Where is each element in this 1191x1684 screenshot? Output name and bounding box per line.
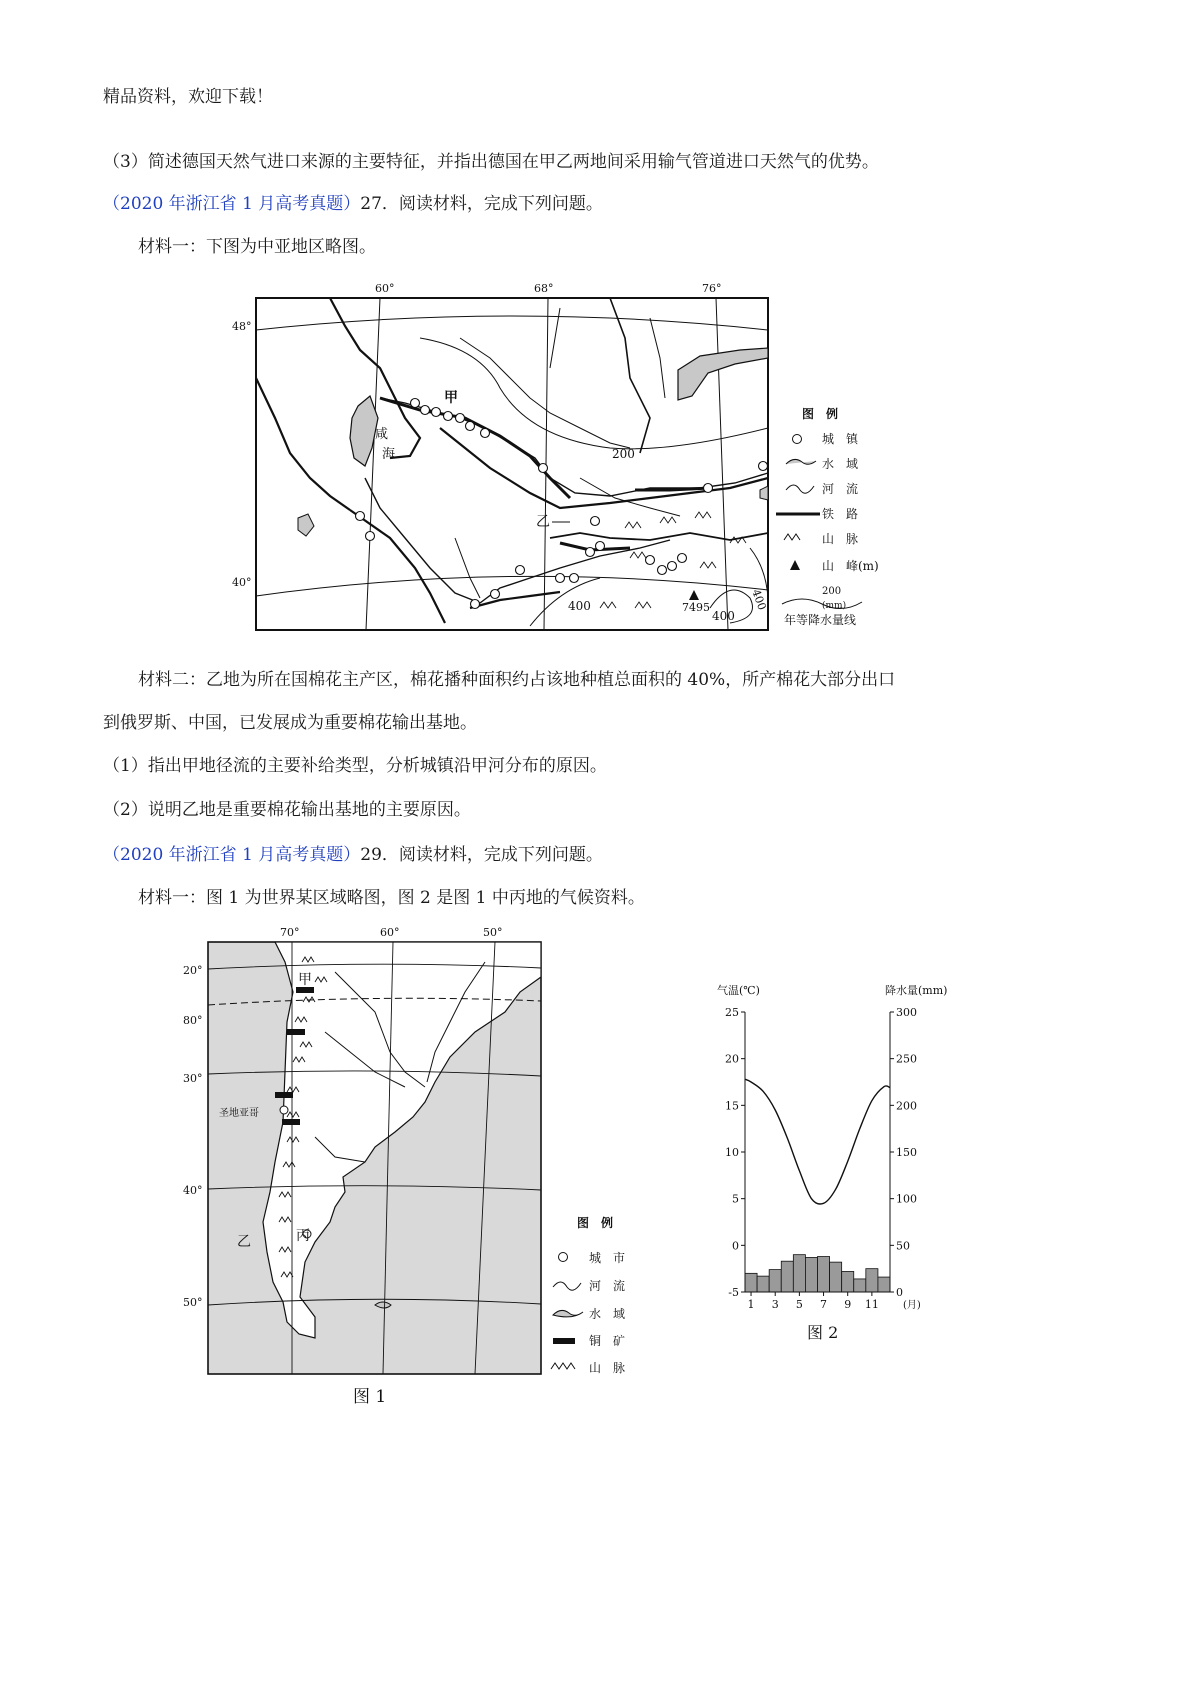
legend-mountain-icon (784, 534, 800, 540)
legend-item-town: 城 镇 (822, 432, 859, 446)
question-29-source: （2020 年浙江省 1 月高考真题） (103, 845, 361, 865)
isohyet-400-label-a: 400 (568, 599, 591, 613)
fig2-month-unit: (月) (903, 1300, 921, 1311)
fig1-lat-30: 30° (183, 1072, 203, 1085)
precip-bar (793, 1255, 805, 1292)
city-santiago-marker (280, 1106, 288, 1114)
fig1-lat-20: 20° (183, 964, 203, 977)
lat-label-40: 40° (232, 576, 252, 589)
isohyet-400-label-c: 400 (749, 587, 769, 612)
left-tick-label: 5 (732, 1192, 739, 1206)
left-tick-label: 10 (725, 1146, 739, 1159)
fig2-right-axis-title: 降水量(mm) (885, 984, 948, 997)
legend-title: 图 例 (802, 407, 839, 421)
material-2-line-1: 材料二：乙地为所在国棉花主产区，棉花播种面积约占该地种植总面积的 40%，所产棉花大部分出口 (138, 670, 896, 690)
precip-bar (866, 1269, 878, 1292)
fig1-caption: 图 1 (353, 1387, 387, 1407)
question-27-2: （2）说明乙地是重要棉花输出基地的主要原因。 (103, 800, 471, 820)
legend-river-icon (786, 485, 814, 493)
temperature-line (745, 1079, 890, 1204)
month-tick-label: 5 (795, 1298, 803, 1311)
material-1-central-asia: 材料一：下图为中亚地区略图。 (138, 237, 376, 257)
fig2-caption: 图 2 (807, 1323, 839, 1342)
month-tick-label: 3 (771, 1298, 779, 1311)
fig1-legend-mountain: 山 脉 (589, 1361, 626, 1375)
question-27-1: （1）指出甲地径流的主要补给类型，分析城镇沿甲河分布的原因。 (103, 756, 607, 776)
question-3-germany: （3）简述德国天然气进口来源的主要特征，并指出德国在甲乙两地间采用输气管道进口天然气的优势。 (103, 152, 879, 172)
fig1-place-bing: 丙 (296, 1228, 310, 1244)
question-29-prompt: 29．阅读材料，完成下列问题。 (360, 845, 603, 865)
right-tick-label: 200 (896, 1099, 917, 1113)
fig1-legend (551, 1215, 625, 1375)
fig1-legend-river-icon (553, 1282, 581, 1290)
precip-bar (854, 1279, 866, 1292)
question-27-prompt: 27．阅读材料，完成下列问题。 (360, 194, 603, 214)
aral-sea-label-2: 海 (382, 447, 396, 462)
left-tick-label: 25 (725, 1006, 739, 1019)
fig1-place-jia: 甲 (298, 972, 312, 988)
fig2-left-axis-title: 气温(℃) (717, 984, 760, 997)
precip-bar (830, 1262, 842, 1292)
right-tick-label: 150 (896, 1146, 917, 1159)
month-tick-label: 1 (747, 1298, 755, 1311)
legend-water-icon (786, 459, 816, 464)
isohyet-400-label-b: 400 (712, 609, 735, 623)
place-jia: 甲 (444, 390, 458, 406)
precip-bar (745, 1273, 757, 1292)
fig1-lon-60: 60° (380, 926, 400, 939)
fig1-city-santiago: 圣地亚哥 (219, 1108, 259, 1119)
material-2-line-2: 到俄罗斯、中国，已发展成为重要棉花输出基地。 (103, 713, 477, 733)
precip-bar (757, 1276, 769, 1292)
left-tick-label: 0 (732, 1239, 739, 1253)
fig1-legend-copper-icon (553, 1338, 575, 1344)
fig1-legend-water: 水 域 (589, 1307, 626, 1321)
left-tick-label: 20 (725, 1052, 739, 1066)
legend-peak-icon (790, 560, 800, 570)
fig1-lon-70: 70° (280, 926, 300, 939)
legend-isohyet-unit: (mm) (822, 601, 847, 611)
lon-label-68: 68° (534, 282, 554, 295)
month-tick-label: 9 (844, 1298, 852, 1311)
left-tick-label: -5 (728, 1286, 739, 1299)
precip-bar (878, 1277, 890, 1292)
material-1-south-america: 材料一：图 1 为世界某区域略图，图 2 是图 1 中丙地的气候资料。 (138, 888, 645, 908)
right-tick-label: 50 (896, 1239, 910, 1253)
figure-2-climate-chart (715, 980, 955, 1355)
legend-isohyet-label: 年等降水量线 (784, 613, 857, 627)
fig1-legend-city: 城 市 (589, 1251, 626, 1265)
fig1-legend-copper: 铜 矿 (589, 1334, 626, 1348)
legend-item-river: 河 流 (822, 482, 859, 496)
precip-bar (818, 1257, 830, 1292)
precip-bar (842, 1271, 854, 1292)
legend-isohyet-value: 200 (822, 586, 842, 597)
precip-bar (805, 1257, 817, 1292)
figure-1-map (175, 922, 645, 1412)
map-legend (776, 406, 879, 627)
isohyet-200-label: 200 (612, 447, 635, 461)
fig1-lat-40: 40° (183, 1184, 203, 1197)
month-tick-label: 7 (820, 1298, 828, 1311)
peak-value: 7495 (682, 601, 710, 614)
lat-label-48: 48° (232, 320, 252, 333)
place-yi: 乙 (536, 514, 550, 530)
legend-town-icon (793, 435, 802, 444)
question-29-heading (103, 840, 603, 865)
question-27-source: （2020 年浙江省 1 月高考真题） (103, 194, 361, 214)
legend-item-water: 水 域 (822, 457, 859, 471)
fig1-lat-50: 50° (183, 1296, 203, 1309)
fig1-legend-title: 图 例 (577, 1216, 614, 1230)
fig1-lon-50: 50° (483, 926, 503, 939)
question-27-heading (103, 189, 603, 214)
fig1-legend-river: 河 流 (589, 1279, 626, 1293)
map-frame (256, 298, 768, 630)
fig1-place-yi: 乙 (237, 1234, 251, 1250)
fig1-legend-city-icon (559, 1253, 568, 1262)
header-note: 精品资料，欢迎下载！ (103, 87, 273, 107)
legend-item-railway: 铁 路 (822, 507, 859, 521)
lon-label-76: 76° (702, 282, 722, 295)
fig1-legend-water-icon (553, 1310, 583, 1316)
right-tick-label: 250 (896, 1052, 917, 1066)
legend-item-mountain: 山 脉 (822, 532, 859, 546)
right-tick-label: 100 (896, 1192, 917, 1206)
central-asia-map (230, 278, 890, 638)
fig1-lat-80: 80° (183, 1014, 203, 1027)
precip-bar (769, 1270, 781, 1292)
fig1-legend-mountain-icon (551, 1363, 575, 1369)
fig2-plot-area (725, 1006, 917, 1311)
lon-label-60: 60° (375, 282, 395, 295)
precip-bar (781, 1261, 793, 1292)
left-tick-label: 15 (725, 1099, 739, 1113)
aral-sea-label-1: 咸 (375, 427, 389, 442)
right-tick-label: 300 (896, 1006, 917, 1019)
legend-item-peak: 山 峰(m) (822, 559, 879, 573)
right-tick-label: 0 (896, 1286, 903, 1299)
month-tick-label: 11 (864, 1298, 879, 1311)
